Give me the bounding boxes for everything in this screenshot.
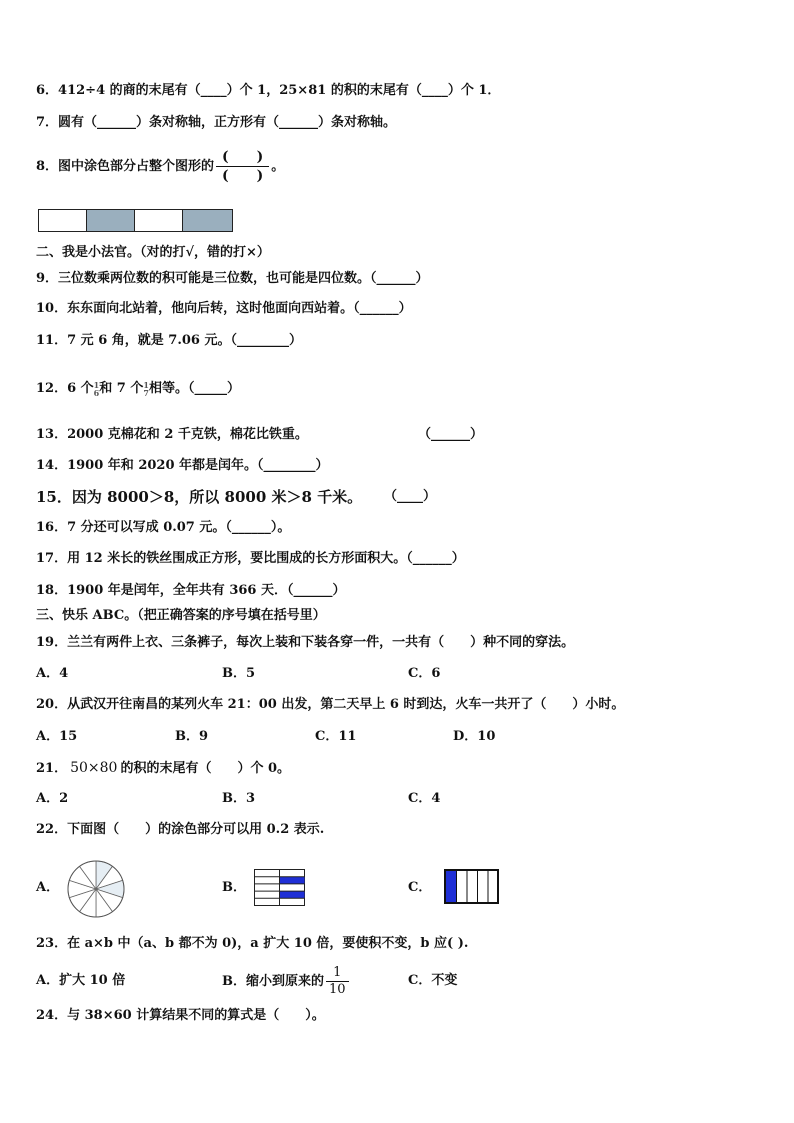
question-13-blank: （______） [418,427,484,442]
question-21-number: 21． [36,761,68,776]
question-7: 7．圆有（______）条对称轴，正方形有（______）条对称轴。 [36,115,397,130]
grid-cell-shaded [280,877,305,884]
question-18: 18．1900 年是闰年，全年共有 366 天．（______） [36,583,346,598]
question-22: 22．下面图（ ）的涂色部分可以用 0.2 表示. [36,822,325,837]
question-8-end: 。 [271,159,285,174]
section-2-heading: 二、我是小法官。（对的打√，错的打×） [36,245,270,260]
fraction-denominator: 10 [329,982,346,997]
question-15: 15．因为 8000＞8，所以 8000 米＞8 千米。 [36,488,363,506]
strip-cell [135,210,183,232]
q21-option-b: B．3 [222,791,256,806]
strip-cell-shaded [183,210,233,232]
grid-cell-shaded [280,891,305,898]
q23-option-b [222,962,351,1002]
shaded-strip-figure [38,209,234,233]
mini-fraction-den: 6 [93,387,100,398]
q19-option-a: A．4 [36,666,69,681]
question-14: 14．1900 年和 2020 年都是闰年。（________） [36,458,329,473]
question-10: 10．东东面向北站着，他向后转，这时他面向西站着。（______） [36,301,412,316]
q21-option-a: A．2 [36,791,69,806]
bar-cell-shaded [446,871,457,902]
question-16: 16．7 分还可以写成 0.07 元。（______）。 [36,520,291,535]
q22-option-a: A． [36,880,60,895]
q21-option-c: C．4 [408,791,441,806]
fraction-numerator-blank: ( ) [216,148,269,167]
question-20: 20．从武汉开往南昌的某列火车 21：00 出发，第二天早上 6 时到达，火车一共开了（ ）小时。 [36,697,625,712]
q20-option-d: D．10 [453,729,496,744]
q19-option-c: C．6 [408,666,441,681]
question-17: 17．用 12 米长的铁丝围成正方形，要比围成的长方形面积大。（______） [36,551,465,566]
question-19: 19．兰兰有两件上衣、三条裤子，每次上装和下装各穿一件，一共有（ ）种不同的穿法。 [36,635,575,650]
q23-option-c: C．不变 [408,973,458,988]
question-9: 9．三位数乘两位数的积可能是三位数，也可能是四位数。（______） [36,271,429,286]
question-8-text: 8．图中涂色部分占整个图形的 [36,159,215,174]
mini-fraction-den: 7 [143,387,149,398]
question-11: 11．7 元 6 角，就是 7.06 元。（________） [36,333,302,348]
question-15-blank: （____） [384,489,437,504]
question-8 [36,147,284,187]
question-12-part: 相等。（_____） [148,381,240,396]
q20-option-c: C．11 [315,729,357,744]
mini-fraction-num: 1 [143,379,149,390]
q20-option-a: A．15 [36,729,78,744]
question-24: 24．与 38×60 计算结果不同的算式是（ ）。 [36,1008,325,1023]
strip-cell [39,210,87,232]
fraction-denominator-blank: ( ) [222,168,264,184]
q23-option-b-text: B．缩小到原来的 [222,974,324,989]
question-8-fraction-blank [216,148,269,185]
question-13: 13．2000 克棉花和 2 千克铁，棉花比铁重。 [36,427,308,442]
question-23: 23．在 a×b 中（a、b 都不为 0)，a 扩大 10 倍，要使积不变，b 应( ). [36,936,469,951]
question-6: 6．412÷4 的商的末尾有（____）个 1，25×81 的积的末尾有（____）个 1． [36,83,501,98]
question-21-text: 的积的末尾有（ ）个 0。 [120,761,291,776]
fraction-numerator: 1 [326,965,349,982]
q22-option-b: B． [222,880,246,895]
q19-option-b: B．5 [222,666,256,681]
question-12 [36,376,240,402]
q23-option-a: A．扩大 10 倍 [36,973,126,988]
question-21-expression: 50×80 [70,760,118,776]
question-21 [36,759,290,778]
question-12-part: 12．6 个 [36,381,94,396]
fraction-one-tenth [326,965,349,998]
q22-option-c: C． [408,880,432,895]
mini-fraction-num: 1 [93,379,100,390]
strip-cell-shaded [87,210,135,232]
q22-grid-figure [254,869,306,907]
question-12-part: 和 7 个 [99,381,144,396]
q22-bar-figure [444,869,500,905]
q22-circle-figure [64,859,128,919]
section-3-heading: 三、快乐 ABC。（把正确答案的序号填在括号里） [36,608,326,623]
q20-option-b: B．9 [175,729,209,744]
